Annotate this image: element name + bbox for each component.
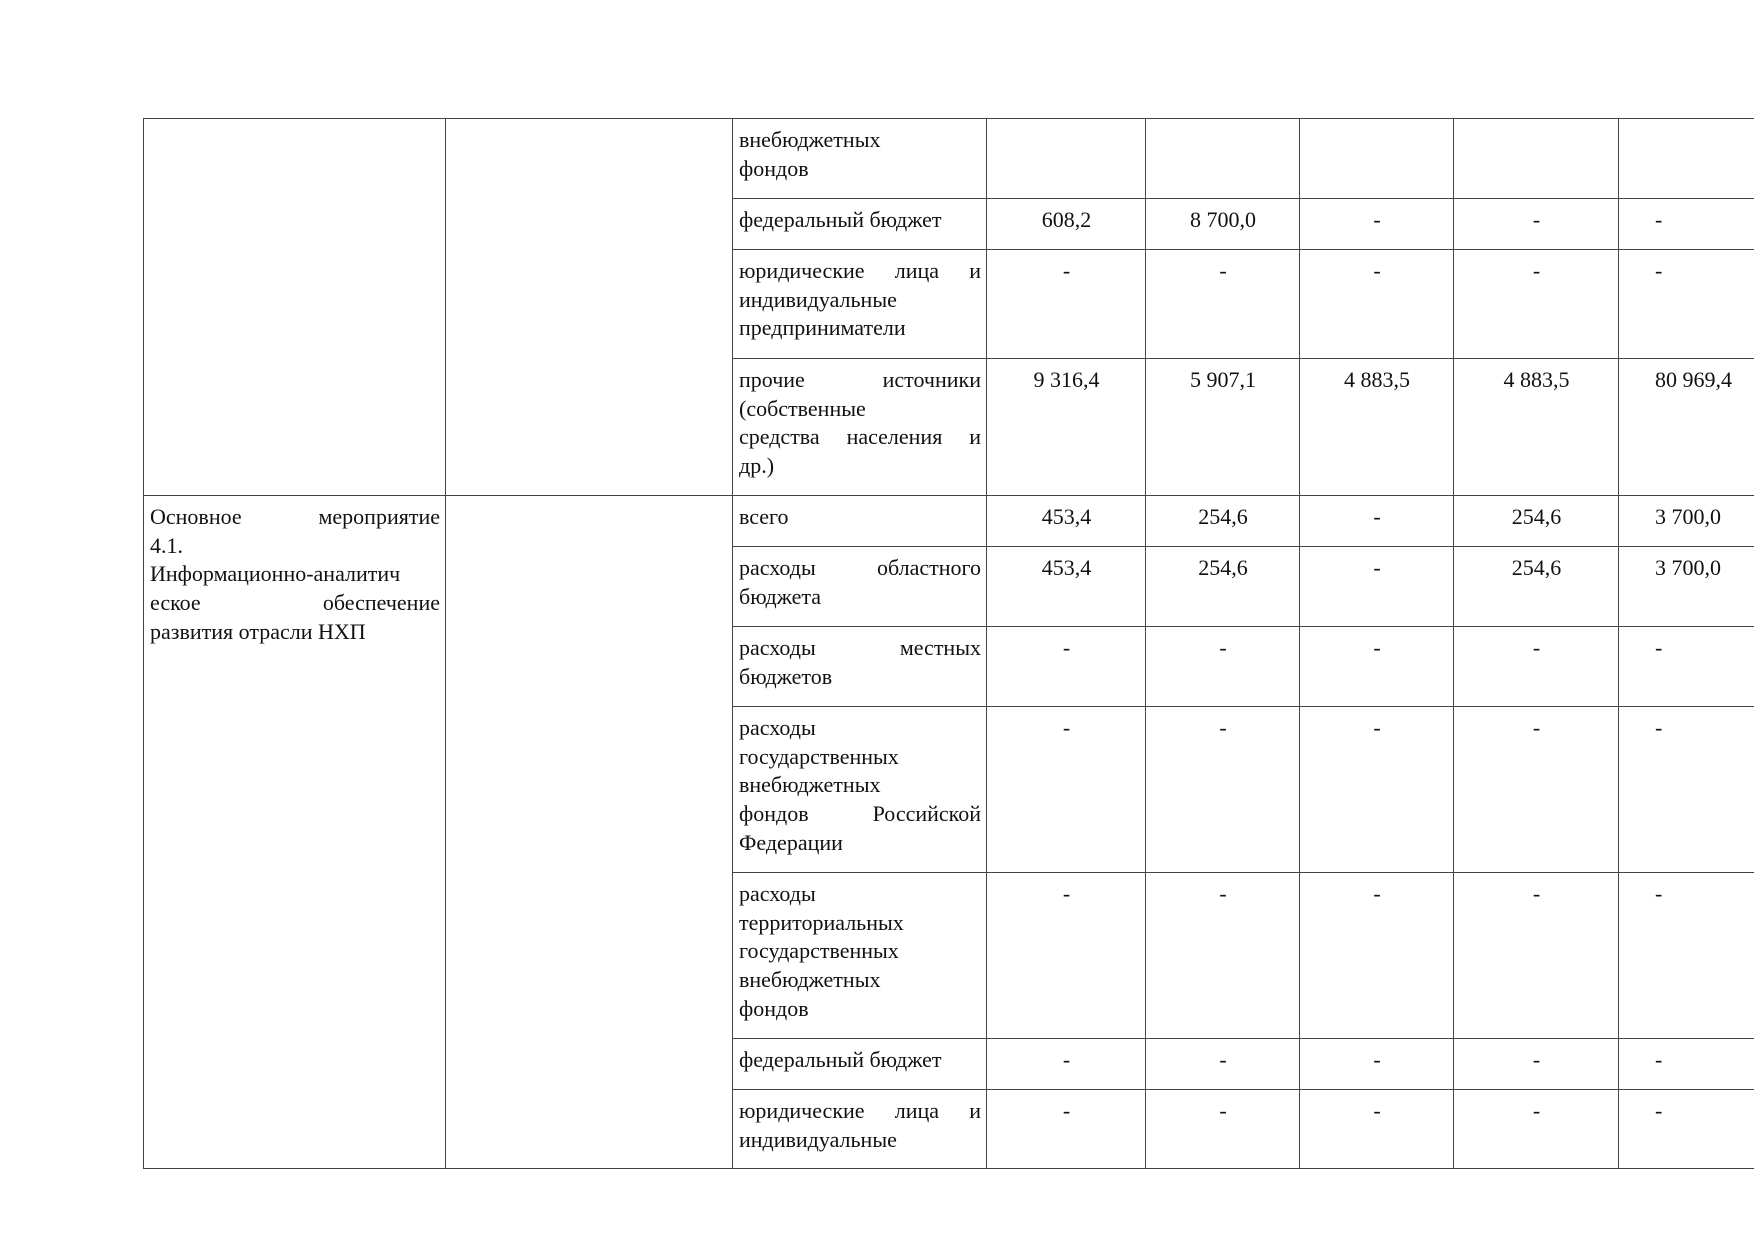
text-line: внебюджетных bbox=[739, 967, 881, 993]
executor-cell bbox=[446, 119, 733, 496]
text-line: прочие источники bbox=[739, 367, 981, 392]
value-cell: - bbox=[1300, 547, 1454, 627]
funding-source-cell bbox=[733, 1090, 987, 1169]
value-cell: 608,2 bbox=[987, 199, 1146, 250]
value-cell: - bbox=[1454, 1039, 1619, 1090]
value-cell: - bbox=[1146, 707, 1300, 873]
value-cell: - bbox=[1619, 199, 1754, 250]
executor-cell bbox=[446, 496, 733, 1169]
text-line: развития отрасли НХП bbox=[150, 618, 366, 644]
funding-table bbox=[143, 118, 1754, 1169]
value-cell: - bbox=[1300, 1090, 1454, 1169]
value-cell bbox=[1146, 119, 1300, 199]
value-cell: - bbox=[1454, 707, 1619, 873]
text-line: государственных bbox=[739, 938, 899, 964]
text-line: расходы bbox=[739, 881, 816, 906]
funding-source-cell bbox=[733, 199, 987, 250]
value-cell: 3 700,0 bbox=[1619, 547, 1754, 627]
table-row bbox=[144, 496, 1754, 547]
value-cell: 3 700,0 bbox=[1619, 496, 1754, 547]
value-cell bbox=[1300, 119, 1454, 199]
text-line: индивидуальные bbox=[739, 1126, 897, 1152]
text-line: государственных bbox=[739, 743, 899, 769]
funding-source-cell bbox=[733, 250, 987, 359]
text-line: федеральный бюджет bbox=[739, 1047, 942, 1072]
value-cell: - bbox=[1146, 1090, 1300, 1169]
value-cell: 254,6 bbox=[1146, 496, 1300, 547]
value-cell: 9 316,4 bbox=[987, 359, 1146, 496]
funding-source-cell bbox=[733, 1039, 987, 1090]
funding-source-cell bbox=[733, 359, 987, 496]
value-cell: - bbox=[1300, 496, 1454, 547]
table-row bbox=[144, 119, 1754, 199]
value-cell: - bbox=[1300, 199, 1454, 250]
value-cell: - bbox=[987, 1039, 1146, 1090]
value-cell: - bbox=[1619, 1039, 1754, 1090]
value-cell: - bbox=[987, 627, 1146, 707]
value-cell: - bbox=[1619, 873, 1754, 1039]
value-cell: - bbox=[1454, 199, 1619, 250]
value-cell: 453,4 bbox=[987, 496, 1146, 547]
value-cell: - bbox=[987, 873, 1146, 1039]
value-cell: - bbox=[1454, 627, 1619, 707]
funding-source-cell bbox=[733, 873, 987, 1039]
text-line: бюджетов bbox=[739, 663, 833, 689]
value-cell: 254,6 bbox=[1454, 547, 1619, 627]
value-cell: - bbox=[1146, 873, 1300, 1039]
text-line: бюджета bbox=[739, 583, 822, 609]
text-line: Федерации bbox=[739, 829, 843, 855]
value-cell: 254,6 bbox=[1146, 547, 1300, 627]
value-cell: - bbox=[1619, 250, 1754, 359]
value-cell: - bbox=[1300, 707, 1454, 873]
value-cell: - bbox=[1454, 1090, 1619, 1169]
funding-source-cell bbox=[733, 547, 987, 627]
value-cell bbox=[1619, 119, 1754, 199]
text-line: юридические лица и bbox=[739, 1098, 981, 1123]
value-cell: 254,6 bbox=[1454, 496, 1619, 547]
value-cell: - bbox=[1619, 707, 1754, 873]
value-cell: - bbox=[1300, 873, 1454, 1039]
funding-source-cell bbox=[733, 627, 987, 707]
value-cell: - bbox=[1146, 627, 1300, 707]
text-line: внебюджетных bbox=[739, 127, 881, 152]
value-cell: 4 883,5 bbox=[1454, 359, 1619, 496]
value-cell: - bbox=[1619, 1090, 1754, 1169]
funding-source-cell bbox=[733, 119, 987, 199]
text-line: средства населения и bbox=[739, 424, 981, 450]
text-line: юридические лица и bbox=[739, 258, 981, 283]
text-line: фондов Российской bbox=[739, 801, 981, 827]
value-cell: 453,4 bbox=[987, 547, 1146, 627]
value-cell: - bbox=[987, 1090, 1146, 1169]
value-cell: 4 883,5 bbox=[1300, 359, 1454, 496]
value-cell: - bbox=[1300, 1039, 1454, 1090]
funding-source-cell bbox=[733, 707, 987, 873]
value-cell: - bbox=[1619, 627, 1754, 707]
text-line: 4.1. bbox=[150, 532, 183, 558]
value-cell: - bbox=[1146, 1039, 1300, 1090]
text-line: расходы местных bbox=[739, 635, 981, 660]
text-line: внебюджетных bbox=[739, 772, 881, 798]
text-line: фондов bbox=[739, 995, 809, 1021]
value-cell: - bbox=[1454, 873, 1619, 1039]
text-line: Информационно-аналитич bbox=[150, 561, 401, 587]
value-cell: 8 700,0 bbox=[1146, 199, 1300, 250]
text-line: др.) bbox=[739, 453, 775, 479]
text-line: (собственные bbox=[739, 395, 866, 421]
text-line: индивидуальные bbox=[739, 286, 897, 312]
value-cell bbox=[987, 119, 1146, 199]
activity-name-cell bbox=[144, 119, 446, 496]
text-line: федеральный бюджет bbox=[739, 207, 942, 232]
text-line: еское обеспечение bbox=[150, 590, 440, 616]
value-cell: 80 969,4 bbox=[1619, 359, 1754, 496]
text-line: всего bbox=[739, 504, 789, 529]
funding-source-cell bbox=[733, 496, 987, 547]
activity-name-cell bbox=[144, 496, 446, 1169]
value-cell: - bbox=[987, 250, 1146, 359]
text-line: расходы областного bbox=[739, 555, 981, 580]
text-line: расходы bbox=[739, 715, 816, 740]
text-line: фондов bbox=[739, 155, 809, 181]
value-cell: - bbox=[1146, 250, 1300, 359]
value-cell: - bbox=[1300, 250, 1454, 359]
value-cell: - bbox=[987, 707, 1146, 873]
text-line: предприниматели bbox=[739, 315, 906, 341]
text-line: Основное мероприятие bbox=[150, 504, 440, 529]
value-cell: - bbox=[1454, 250, 1619, 359]
text-line: территориальных bbox=[739, 909, 904, 935]
value-cell bbox=[1454, 119, 1619, 199]
value-cell: 5 907,1 bbox=[1146, 359, 1300, 496]
value-cell: - bbox=[1300, 627, 1454, 707]
